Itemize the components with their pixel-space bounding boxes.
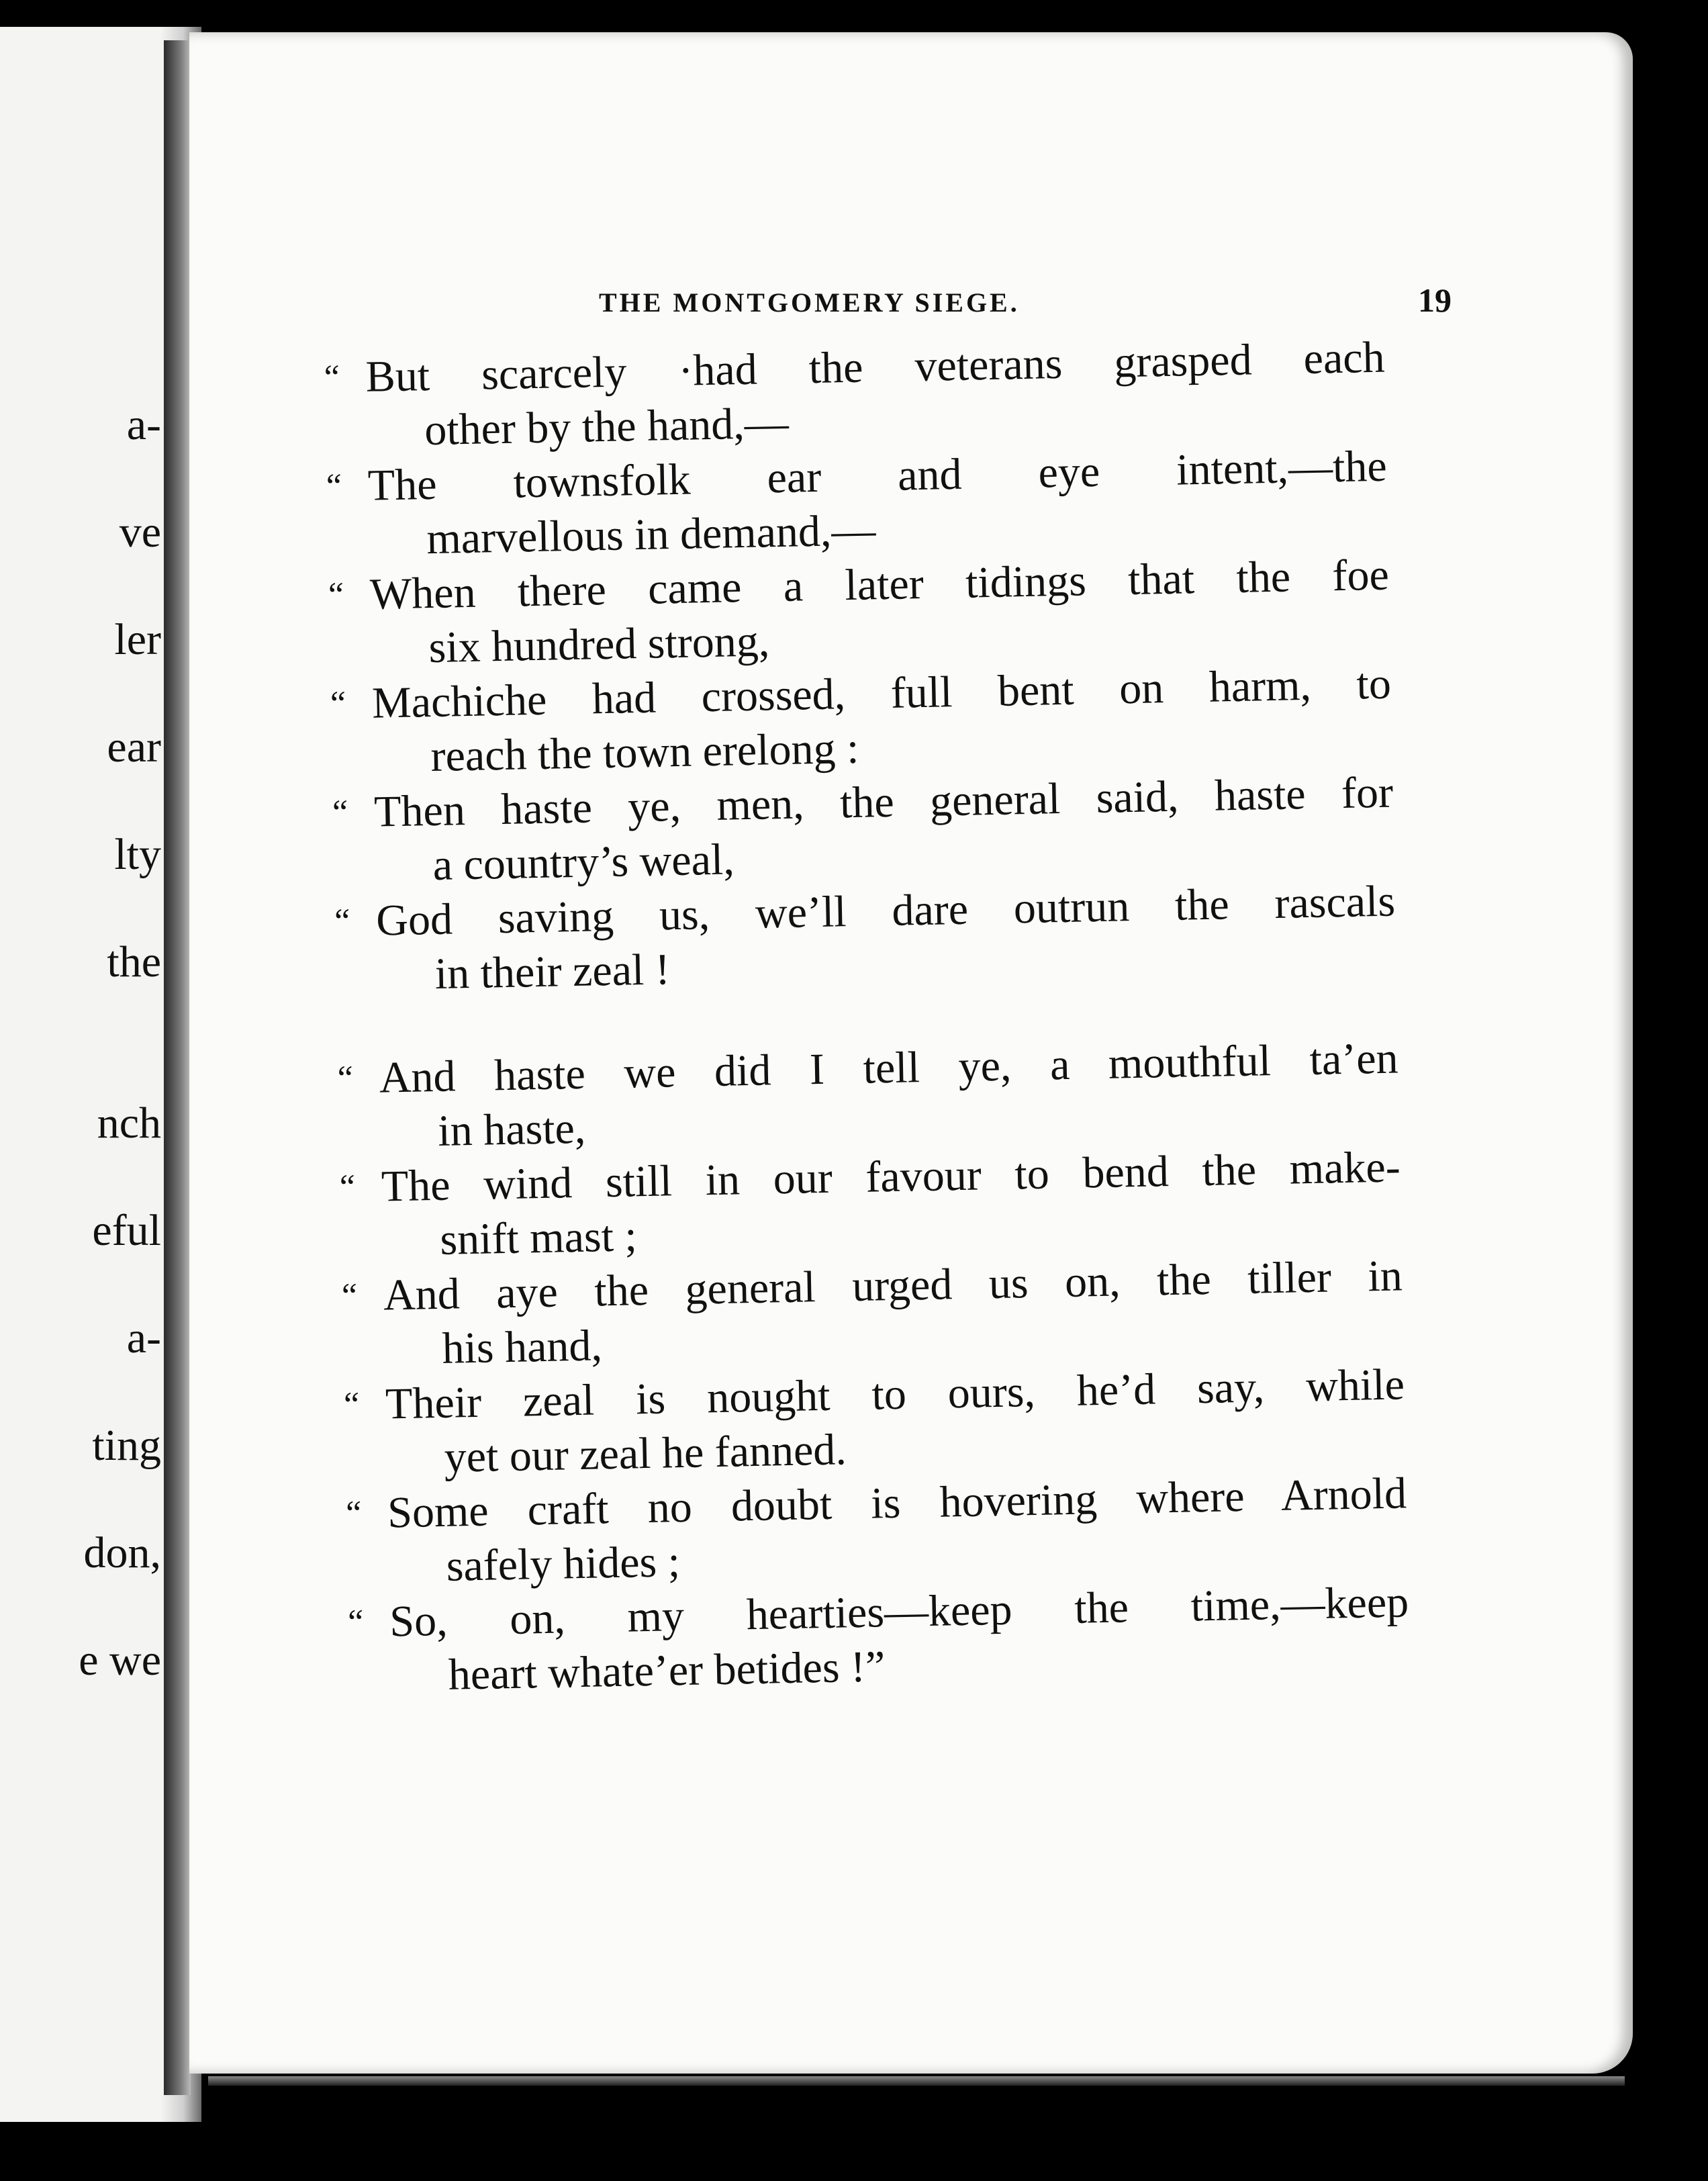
opening-quote-mark: “ (328, 575, 344, 614)
verse-line-continuation: safely hides ; (446, 1537, 681, 1591)
facing-page-fragment: the (107, 937, 161, 986)
verse-line-text: Then haste ye, men, the general said, haste for (373, 768, 1394, 837)
verse-line (341, 1248, 1404, 1377)
verse-line (334, 874, 1397, 1003)
facing-page-fragment: ve (119, 508, 161, 557)
opening-quote-mark: “ (339, 1168, 356, 1207)
verse-line (328, 548, 1390, 677)
facing-page-fragment: don, (83, 1528, 161, 1577)
opening-quote-mark: “ (345, 1494, 362, 1533)
verse-line-text: So, on, my hearties—keep the time,—keep (389, 1577, 1409, 1646)
facing-page-fragment: a- (126, 1313, 161, 1362)
verse-line-text: When there came a later tidings that the foe (369, 550, 1390, 619)
opening-quote-mark: “ (330, 684, 346, 723)
verse-line-text: Their zeal is nought to ours, he’d say, while (385, 1360, 1405, 1429)
facing-page-fragment: nch (97, 1099, 161, 1148)
opening-quote-mark: “ (343, 1385, 360, 1424)
facing-page-fragment: lty (114, 830, 161, 879)
verse-line-continuation: snift mast ; (439, 1211, 638, 1264)
verse-line-continuation: in their zeal ! (434, 945, 671, 999)
verse-line (330, 657, 1392, 786)
page-number: 19 (1418, 281, 1452, 319)
verse-line-continuation: a country’s weal, (432, 835, 735, 890)
verse-line-text: Some craft no doubt is hovering where Arnold (387, 1469, 1407, 1538)
verse-line-continuation: yet our zeal he fanned. (443, 1425, 847, 1482)
verse-line (339, 1140, 1402, 1268)
verse-line-continuation: in haste, (437, 1103, 586, 1156)
opening-quote-mark: “ (341, 1277, 358, 1315)
book-page (189, 32, 1633, 2074)
verse-line (348, 1575, 1411, 1704)
verse-line (343, 1357, 1406, 1486)
verse-line-continuation: reach the town erelong : (430, 723, 859, 782)
verse-line-continuation: his hand, (441, 1321, 603, 1373)
verse-line-continuation: heart whate’er betides !” (448, 1642, 886, 1700)
book-spine (164, 40, 191, 2095)
verse-line-text: And aye the general urged us on, the tiller in (383, 1251, 1403, 1320)
facing-page-fragment: ler (114, 615, 161, 664)
verse-line (337, 1031, 1400, 1160)
stanza (324, 330, 1396, 1003)
facing-page-fragment: eful (92, 1206, 161, 1255)
facing-page-fragment: e we (79, 1636, 161, 1685)
opening-quote-mark: “ (334, 902, 350, 941)
opening-quote-mark: “ (324, 358, 340, 397)
verse-line-text: The townsfolk ear and eye intent,—the (367, 441, 1388, 510)
facing-page-fragment: ear (107, 723, 161, 772)
verse-line-text: God saving us, we’ll dare outrun the rascals (375, 876, 1396, 945)
opening-quote-mark: “ (332, 793, 348, 832)
page-bottom-edge (208, 2076, 1625, 2086)
verse-line-text: The wind still in our favour to bend the make- (381, 1142, 1401, 1211)
verse-line-text: But scarcely ·had the veterans grasped each (365, 332, 1386, 402)
opening-quote-mark: “ (337, 1059, 354, 1098)
verse-line-continuation: marvellous in demand,— (426, 506, 877, 564)
stanza (337, 1031, 1410, 1704)
verse-line (345, 1466, 1408, 1595)
verse-line (326, 439, 1388, 568)
running-title: THE MONTGOMERY SIEGE. (599, 287, 1020, 318)
verse-line (332, 765, 1394, 894)
verse-line-text: And haste we did I tell ye, a mouthful ta’en (379, 1033, 1399, 1103)
poem-text (324, 330, 1410, 1704)
verse-line-continuation: other by the hand,— (424, 398, 790, 455)
facing-page-fragment: a- (126, 400, 161, 449)
verse-line-text: Machiche had crossed, full bent on harm, to (371, 659, 1392, 728)
opening-quote-mark: “ (347, 1603, 365, 1642)
facing-page-fragment: ting (92, 1421, 161, 1470)
verse-line-continuation: six hundred strong, (428, 616, 770, 673)
verse-line (324, 330, 1386, 459)
opening-quote-mark: “ (326, 467, 342, 506)
